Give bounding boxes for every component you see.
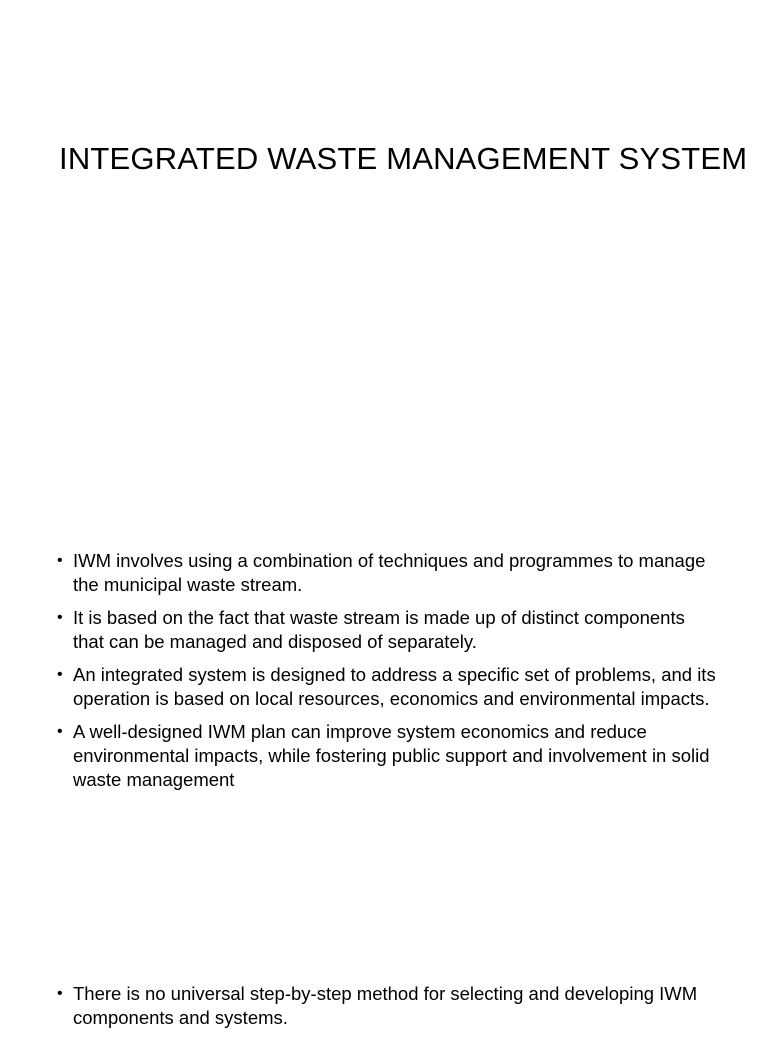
bullet-marker-icon: • — [57, 723, 63, 740]
bullet-list — [57, 549, 717, 801]
bullet-text: There is no universal step-by-step method for selecting and developing IWM components and systems. — [73, 983, 698, 1028]
bullet-marker-icon: • — [57, 985, 63, 1002]
bullet-item — [57, 720, 717, 792]
bullet-list-next-slide — [57, 982, 717, 1039]
bullet-item — [57, 982, 717, 1030]
slide-title: INTEGRATED WASTE MANAGEMENT SYSTEM — [59, 141, 748, 176]
bullet-item — [57, 663, 717, 711]
bullet-text: An integrated system is designed to address a specific set of problems, and its operation is based on local resources, economics and environmental impacts. — [73, 664, 716, 709]
bullet-item — [57, 549, 717, 597]
bullet-marker-icon: • — [57, 666, 63, 683]
bullet-marker-icon: • — [57, 609, 63, 626]
bullet-text: A well-designed IWM plan can improve system economics and reduce environmental impacts, while fostering public support and involvement in solid waste management — [73, 721, 710, 790]
bullet-text: IWM involves using a combination of techniques and programmes to manage the municipal waste stream. — [73, 550, 706, 595]
bullet-text: It is based on the fact that waste stream is made up of distinct components that can be managed and disposed of separately. — [73, 607, 685, 652]
bullet-item — [57, 606, 717, 654]
bullet-marker-icon: • — [57, 552, 63, 569]
